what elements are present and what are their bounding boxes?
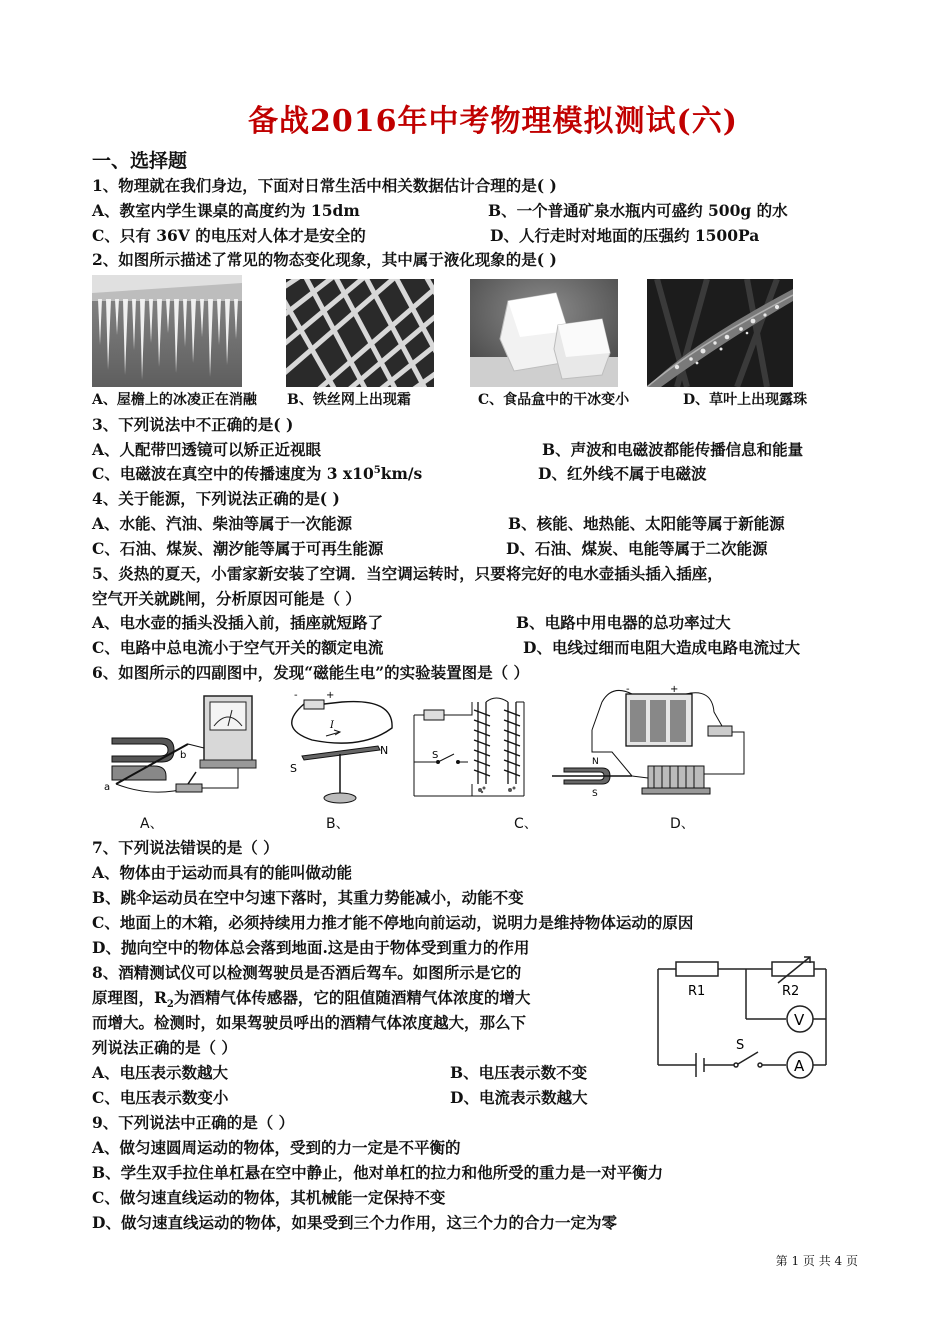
- q6-stem: 6、如图所示的四副图中，发现“磁能生电”的实验装置图是（ ）: [92, 663, 530, 682]
- q8-line3: 而增大。检测时，如果驾驶员呼出的酒精气体浓度越大，那么下: [92, 1013, 527, 1032]
- label-switch: S: [736, 1038, 745, 1053]
- label-r2: R2: [782, 984, 800, 999]
- q1-option-d: D、人行走时对地面的压强约 1500Pa: [490, 226, 760, 245]
- q8-option-d: D、电流表示数越大: [450, 1088, 588, 1107]
- label-b: b: [180, 750, 187, 761]
- page-footer: 第 1 页 共 4 页: [775, 1254, 858, 1268]
- label-plus-d: +: [670, 684, 679, 695]
- q8-option-c: C、电压表示数变小: [92, 1088, 229, 1107]
- q8-line4: 列说法正确的是（ ）: [92, 1038, 237, 1057]
- q5-stem-line2: 空气开关就跳闸，分析原因可能是（ ）: [92, 589, 361, 608]
- q7-option-b: B、跳伞运动员在空中匀速下落时，其重力势能减小，动能不变: [92, 888, 524, 907]
- q8-line2: 原理图，$R_2$为酒精气体传感器，它的阻值随酒精气体浓度的增大: [92, 988, 531, 1011]
- q5-option-b: B、电路中用电器的总功率过大: [516, 613, 731, 632]
- q1-option-b: B、一个普通矿泉水瓶内可盛约 500g 的水: [488, 201, 788, 220]
- label-current: I: [330, 720, 334, 731]
- q6-caption-d: D、: [670, 816, 695, 832]
- label-r1: R1: [688, 984, 706, 999]
- ammeter-symbol: A: [794, 1057, 805, 1075]
- q6-caption-b: B、: [326, 816, 350, 832]
- q8-option-a: A、电压表示数越大: [92, 1063, 229, 1082]
- q6-figure-d: [552, 682, 748, 810]
- q3-option-b: B、声波和电磁波都能传播信息和能量: [542, 440, 804, 459]
- q9-stem: 9、下列说法中正确的是（ ）: [92, 1113, 295, 1132]
- label-plus-b: +: [326, 690, 335, 701]
- q1-option-a: A、教室内学生课桌的高度约为 15dm: [92, 201, 360, 220]
- q2-option-c: C、食品盒中的干冰变小: [478, 392, 630, 408]
- q6-caption-c: C、: [514, 816, 538, 832]
- q5-option-c: C、电路中总电流小于空气开关的额定电流: [92, 638, 384, 657]
- q9-option-a: A、做匀速圆周运动的物体，受到的力一定是不平衡的: [92, 1138, 461, 1157]
- q6-figure-c: [408, 692, 532, 810]
- label-s-magnet-d: S: [592, 789, 598, 799]
- section-heading: 一、选择题: [92, 150, 188, 172]
- q4-option-c: C、石油、煤炭、潮汐能等属于可再生能源: [92, 539, 384, 558]
- q1-option-c: C、只有 36V 的电压对人体才是安全的: [92, 226, 366, 245]
- q4-option-d: D、石油、煤炭、电能等属于二次能源: [506, 539, 768, 558]
- q3-stem: 3、下列说法中不正确的是( ): [92, 415, 294, 434]
- voltmeter-symbol: V: [794, 1011, 805, 1029]
- q8-option-b: B、电压表示数不变: [450, 1063, 588, 1082]
- icicles-photo: [92, 275, 242, 387]
- q4-option-b: B、核能、地热能、太阳能等属于新能源: [508, 514, 785, 533]
- q9-option-d: D、做匀速直线运动的物体，如果受到三个力作用，这三个力的合力一定为零: [92, 1213, 617, 1232]
- q5-stem-line1: 5、炎热的夏天，小雷家新安装了空调．当空调运转时，只要将完好的电水壶插头插入插座，: [92, 564, 723, 583]
- q7-option-c: C、地面上的木箱，必须持续用力推才能不停地向前运动，说明力是维持物体运动的原因: [92, 913, 694, 932]
- q3-option-a: A、人配带凹透镜可以矫正近视眼: [92, 440, 322, 459]
- q1-stem: 1、物理就在我们身边，下面对日常生活中相关数据估计合理的是( ): [92, 176, 557, 195]
- q9-option-b: B、学生双手拉住单杠悬在空中静止，他对单杠的拉力和他所受的重力是一对平衡力: [92, 1163, 664, 1182]
- q7-option-d: D、抛向空中的物体总会落到地面.这是由于物体受到重力的作用: [92, 938, 530, 957]
- page-title: 备战2016年中考物理模拟测试(六): [248, 104, 738, 139]
- q6-caption-a: A、: [140, 816, 164, 832]
- label-n-magnet-d: N: [592, 757, 599, 767]
- q2-stem: 2、如图所示描述了常见的物态变化现象，其中属于液化现象的是( ): [92, 250, 557, 269]
- q8-circuit-diagram: [652, 955, 834, 1083]
- label-a: a: [104, 782, 111, 793]
- q2-option-d: D、草叶上出现露珠: [683, 392, 808, 408]
- dew-grass-photo: [647, 279, 793, 387]
- label-n-needle: N: [380, 744, 389, 757]
- q9-option-c: C、做匀速直线运动的物体，其机械能一定保持不变: [92, 1188, 446, 1207]
- q4-option-a: A、水能、汽油、柴油等属于一次能源: [92, 514, 353, 533]
- q7-stem: 7、下列说法错误的是（ ）: [92, 838, 279, 857]
- q6-figure-b: [282, 688, 398, 810]
- q2-option-b: B、铁丝网上出现霜: [287, 392, 411, 408]
- q4-stem: 4、关于能源，下列说法正确的是( ): [92, 489, 340, 508]
- q8-line1: 8、酒精测试仪可以检测驾驶员是否酒后驾车。如图所示是它的: [92, 963, 522, 982]
- dry-ice-photo: [470, 279, 618, 387]
- label-s-needle: S: [290, 762, 297, 775]
- label-switch-c: S: [432, 750, 439, 761]
- q5-option-d: D、电线过细而电阻大造成电路电流过大: [523, 638, 800, 657]
- label-minus-b: -: [294, 690, 298, 701]
- q3-option-d: D、红外线不属于电磁波: [538, 464, 707, 483]
- frost-mesh-photo: [286, 279, 434, 387]
- q5-option-a: A、电水壶的插头没插入前，插座就短路了: [92, 613, 384, 632]
- q2-option-a: A、屋檐上的冰凌正在消融: [92, 392, 257, 408]
- q6-figure-a: [92, 688, 270, 810]
- q7-option-a: A、物体由于运动而具有的能叫做动能: [92, 863, 353, 882]
- label-minus-d: -: [626, 684, 630, 695]
- q3-option-c: C、电磁波在真空中的传播速度为 3 $x10^5km/s$: [92, 464, 423, 483]
